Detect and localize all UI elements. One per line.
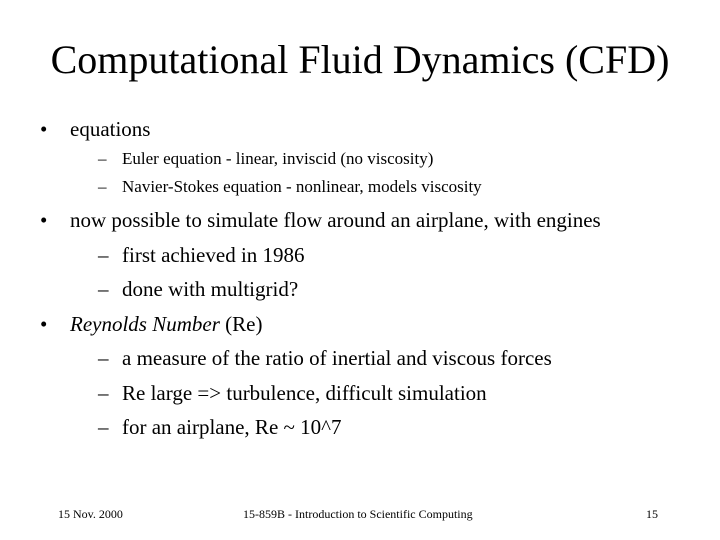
dash-marker: –: [98, 177, 107, 196]
bullet-marker: •: [40, 312, 48, 336]
subitem-multigrid: done with multigrid?: [122, 277, 299, 301]
bullet-equations: equations: [70, 117, 151, 141]
subitem-airplane-re: for an airplane, Re ~ 10^7: [122, 415, 342, 439]
subitem-navier-stokes: Navier-Stokes equation - nonlinear, models viscosity: [122, 177, 482, 196]
footer-course: 15-859B - Introduction to Scientific Computing: [243, 507, 473, 521]
subitem-turbulence: Re large => turbulence, difficult simulation: [122, 381, 487, 405]
reynolds-number-term: Reynolds Number: [70, 312, 220, 336]
bullet-reynolds-number: [70, 311, 262, 337]
bullet-simulate-flow: now possible to simulate flow around an airplane, with engines: [70, 208, 601, 232]
dash-marker: –: [98, 149, 107, 168]
subitem-euler: Euler equation - linear, inviscid (no viscosity): [122, 149, 434, 168]
subitem-ratio: a measure of the ratio of inertial and viscous forces: [122, 346, 552, 370]
dash-marker: –: [98, 277, 109, 301]
bullet-marker: •: [40, 208, 48, 232]
dash-marker: –: [98, 243, 109, 267]
bullet-marker: •: [40, 117, 48, 141]
footer-date: 15 Nov. 2000: [58, 507, 123, 521]
reynolds-abbrev: (Re): [219, 312, 263, 336]
dash-marker: –: [98, 346, 109, 370]
dash-marker: –: [98, 415, 109, 439]
dash-marker: –: [98, 381, 109, 405]
slide-title: Computational Fluid Dynamics (CFD): [50, 37, 670, 82]
footer-page-number: 15: [646, 507, 658, 521]
subitem-first-achieved: first achieved in 1986: [122, 243, 305, 267]
